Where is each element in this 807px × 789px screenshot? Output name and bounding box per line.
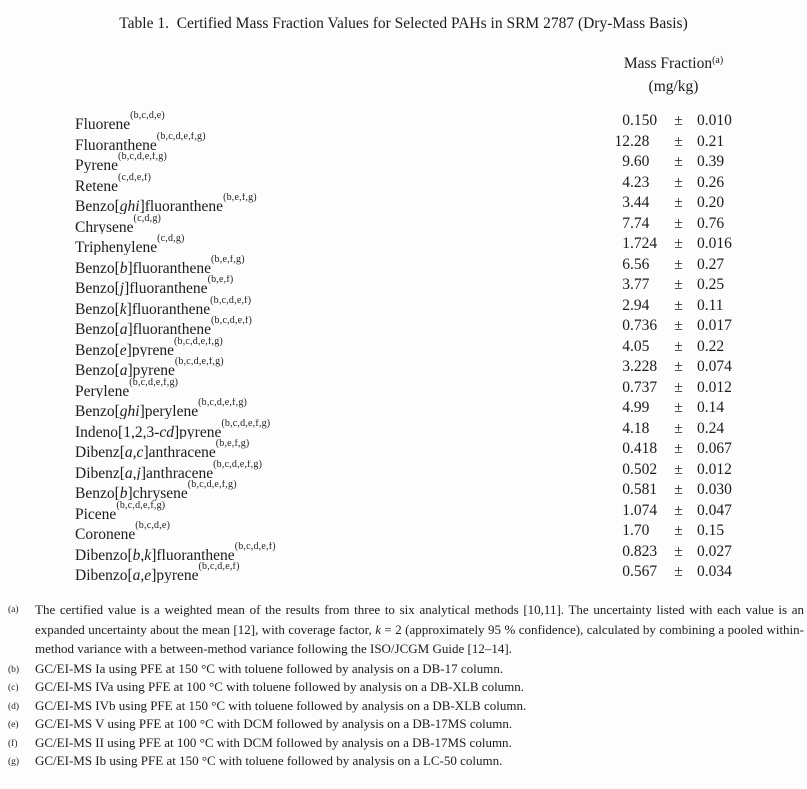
plus-minus-sign: ± xyxy=(674,542,683,560)
uncertainty-value: 0.22 xyxy=(697,337,725,355)
mass-fraction-value-integer: 7 xyxy=(622,214,630,232)
text: Perylene xyxy=(75,382,130,398)
table-row xyxy=(0,398,807,419)
footnote xyxy=(0,734,807,753)
italic-text: b xyxy=(119,485,128,501)
table-row xyxy=(0,337,807,358)
compound-name xyxy=(75,316,585,337)
uncertainty-value: 0.016 xyxy=(697,235,732,252)
uncertainty-value: 0.047 xyxy=(697,501,732,519)
plus-minus-sign: ± xyxy=(674,522,683,539)
plus-minus-sign: ± xyxy=(674,173,683,191)
compound-footnote-refs: (b,c,d,e,f) xyxy=(234,541,276,552)
text: GC/EI-MS IVb using PFE at 150 °C with toluene followed by analysis on a DB-XLB column. xyxy=(35,697,527,713)
plus-minus-sign: ± xyxy=(674,481,683,498)
mass-fraction-value-integer: 3 xyxy=(622,358,630,375)
footnote-marker: (g) xyxy=(8,757,20,767)
compound-name xyxy=(75,480,585,501)
text: Picene xyxy=(75,505,117,521)
footnote xyxy=(0,678,807,697)
mass-fraction-value-fraction: .23 xyxy=(630,173,650,191)
compound-footnote-refs: (b,c,d,e) xyxy=(130,111,165,121)
footnote xyxy=(0,697,807,716)
italic-text: a,e xyxy=(132,567,152,583)
mass-fraction-value-fraction: .737 xyxy=(630,378,658,396)
plus-minus-sign: ± xyxy=(674,296,683,314)
mass-fraction-value-integer: 0 xyxy=(622,440,630,457)
text: ]fluoranthene xyxy=(151,546,235,562)
column-header-label xyxy=(585,53,762,76)
footnote-marker: (f) xyxy=(8,738,18,749)
compound-footnote-refs: (c,d,e,f) xyxy=(118,172,152,183)
text: Dibenzo[ xyxy=(75,546,133,562)
footnote-marker: (e) xyxy=(8,720,19,730)
plus-minus-sign: ± xyxy=(674,440,683,457)
table-row xyxy=(0,214,807,235)
uncertainty-value: 0.76 xyxy=(697,214,725,232)
text: Triphenylene xyxy=(75,239,158,255)
text: Benzo[ xyxy=(75,280,120,296)
compound-name xyxy=(75,501,585,522)
text: ]pyrene xyxy=(174,423,222,439)
mass-fraction-value-fraction: .074 xyxy=(630,501,658,519)
mass-fraction-value-fraction: .05 xyxy=(630,337,650,355)
text: Fluorene xyxy=(75,116,131,132)
italic-text: b,k xyxy=(132,546,152,562)
text: ]anthracene xyxy=(140,464,214,480)
text: ]fluoranthene xyxy=(127,259,212,275)
plus-minus-sign: ± xyxy=(674,214,683,232)
text: Pyrene xyxy=(75,157,119,173)
text: Indeno[1,2,3- xyxy=(75,423,160,439)
mass-fraction-value-fraction: .44 xyxy=(630,194,650,211)
mass-fraction-value-fraction: .60 xyxy=(630,153,650,170)
mass-fraction-value-integer: 0 xyxy=(622,542,630,560)
table-row xyxy=(0,439,807,460)
mass-fraction-value-fraction: .18 xyxy=(630,419,650,437)
compound-footnote-refs: (b,c,d,e,f,g) xyxy=(116,500,166,511)
compound-name xyxy=(75,234,585,255)
mass-fraction-value-integer: 0 xyxy=(622,112,630,129)
compound-name xyxy=(75,152,585,173)
italic-text: cd xyxy=(159,423,175,439)
compound-footnote-refs: (b,e,f,g) xyxy=(211,254,245,265)
text: GC/EI-MS Ia using PFE at 150 °C with toluene followed by analysis on a DB-17 column. xyxy=(35,660,504,676)
text: Dibenz[ xyxy=(75,444,125,460)
plus-minus-sign: ± xyxy=(674,194,683,211)
text: Dibenz[ xyxy=(75,464,125,480)
mass-fraction-value-integer: 0 xyxy=(622,460,630,478)
text: Retene xyxy=(75,177,119,193)
table-row xyxy=(0,255,807,276)
text: ]pyrene xyxy=(126,341,174,357)
italic-text: a,c xyxy=(124,444,144,460)
compound-name xyxy=(75,419,585,440)
compound-name xyxy=(75,460,585,481)
plus-minus-sign: ± xyxy=(674,276,683,293)
mass-fraction-value-fraction: .70 xyxy=(630,522,650,539)
compound-name xyxy=(75,296,585,317)
uncertainty-value: 0.25 xyxy=(697,276,725,293)
compound-footnote-refs: (b,e,f,g) xyxy=(223,193,257,203)
compound-footnote-refs: (b,c,d,e,f,g) xyxy=(198,398,248,408)
text: ]perylene xyxy=(139,403,199,419)
italic-text: k xyxy=(375,621,381,637)
text: Dibenzo[ xyxy=(75,567,133,583)
text: Benzo[ xyxy=(75,321,120,337)
mass-fraction-value-integer: 0 xyxy=(622,317,630,334)
compound-name xyxy=(75,542,585,563)
compound-name xyxy=(75,275,585,296)
table-row xyxy=(0,173,807,194)
italic-text: e xyxy=(119,341,127,357)
compound-footnote-refs: (b,c,d,e,f,g) xyxy=(187,480,237,490)
plus-minus-sign: ± xyxy=(674,235,683,252)
italic-text: a xyxy=(119,362,128,378)
text: GC/EI-MS IVa using PFE at 100 °C with toluene followed by analysis on a DB-XLB column. xyxy=(35,679,525,694)
footnote xyxy=(0,752,807,771)
italic-text: a xyxy=(119,321,128,337)
uncertainty-value: 0.39 xyxy=(697,153,725,170)
header-footnote-ref: (a) xyxy=(712,55,724,66)
mass-fraction-value-fraction: .99 xyxy=(630,399,650,416)
text: ]chrysene xyxy=(127,485,188,501)
italic-text: ghi xyxy=(119,403,140,419)
uncertainty-value: 0.20 xyxy=(697,194,725,211)
compound-name xyxy=(75,214,585,235)
mass-fraction-value-fraction: .94 xyxy=(630,296,650,314)
footnote-marker: (b) xyxy=(8,664,20,675)
mass-fraction-value-fraction: .28 xyxy=(630,132,650,150)
compound-name xyxy=(75,193,585,214)
plus-minus-sign: ± xyxy=(674,132,683,150)
uncertainty-value: 0.012 xyxy=(697,460,732,478)
plus-minus-sign: ± xyxy=(674,419,683,437)
compound-footnote-refs: (b,c,d,e,f) xyxy=(198,562,240,572)
text: Chrysene xyxy=(75,218,134,234)
uncertainty-value: 0.14 xyxy=(697,399,725,416)
table-row xyxy=(0,357,807,378)
text: ]pyrene xyxy=(151,567,199,583)
text: Benzo[ xyxy=(75,259,120,275)
text: Fluoranthene xyxy=(75,136,157,152)
mass-fraction-value-integer: 0 xyxy=(622,481,630,498)
mass-fraction-value-integer: 0 xyxy=(622,563,630,580)
mass-fraction-value-fraction: .567 xyxy=(630,563,658,580)
mass-fraction-value-fraction: .56 xyxy=(630,255,650,273)
table-title: Table 1. Certified Mass Fraction Values for Selected PAHs in SRM 2787 (Dry-Mass Basis) xyxy=(119,15,688,32)
mass-fraction-value-integer: 6 xyxy=(622,255,630,273)
compound-name xyxy=(75,398,585,419)
footnote xyxy=(0,600,807,659)
compound-footnote-refs: (b,c,d,e,f,g) xyxy=(221,418,271,429)
plus-minus-sign: ± xyxy=(674,337,683,355)
compound-footnote-refs: (b,c,d,e,f,g) xyxy=(174,357,224,367)
uncertainty-value: 0.24 xyxy=(697,419,725,437)
plus-minus-sign: ± xyxy=(674,255,683,273)
text: Benzo[ xyxy=(75,341,120,357)
mass-fraction-value-fraction: .724 xyxy=(630,235,658,252)
mass-fraction-value-fraction: .74 xyxy=(630,214,650,232)
table-row xyxy=(0,501,807,522)
plus-minus-sign: ± xyxy=(674,358,683,375)
mass-fraction-value-integer: 12 xyxy=(614,132,630,150)
compound-name xyxy=(75,521,585,542)
text: ]anthracene xyxy=(143,444,216,460)
mass-fraction-value-fraction: .581 xyxy=(630,481,658,498)
compound-footnote-refs: (b,c,d,e,f,g) xyxy=(156,131,206,142)
mass-fraction-value-integer: 4 xyxy=(622,173,630,191)
italic-text: a,j xyxy=(124,464,141,480)
italic-text: j xyxy=(119,280,125,296)
mass-fraction-value-integer: 2 xyxy=(622,296,630,314)
italic-text: b xyxy=(119,259,128,275)
compound-footnote-refs: (b,c,d,e,f,g) xyxy=(118,152,168,162)
compound-footnote-refs: (b,c,d,e,f,g) xyxy=(213,459,263,470)
mass-fraction-value-fraction: .77 xyxy=(630,276,650,293)
table-row xyxy=(0,419,807,440)
uncertainty-value: 0.010 xyxy=(697,112,732,129)
plus-minus-sign: ± xyxy=(674,501,683,519)
column-header xyxy=(585,53,762,97)
uncertainty-value: 0.074 xyxy=(697,358,732,375)
text: The certified value is a weighted mean of the results from three to six analytical methods [10,11]. The uncertainty listed with each value is an expanded uncertainty about the mean [12], with coverage factor, xyxy=(35,602,804,637)
footnote-marker: (d) xyxy=(8,701,20,712)
mass-fraction-value-fraction: .736 xyxy=(630,317,658,334)
plus-minus-sign: ± xyxy=(674,460,683,478)
text: Coronene xyxy=(75,526,136,542)
text: ]fluoranthene xyxy=(127,321,212,337)
italic-text: k xyxy=(119,300,127,316)
compound-name xyxy=(75,337,585,358)
mass-fraction-value-fraction: .823 xyxy=(630,542,658,560)
footnote xyxy=(0,715,807,734)
column-header-unit: (mg/kg) xyxy=(648,78,699,95)
compound-footnote-refs: (b,c,d,e,f,g) xyxy=(174,336,223,347)
uncertainty-value: 0.27 xyxy=(697,255,725,273)
uncertainty-value: 0.11 xyxy=(697,296,724,314)
uncertainty-value: 0.15 xyxy=(697,522,725,539)
text: GC/EI-MS V using PFE at 100 °C with DCM followed by analysis on a DB-17MS column. xyxy=(35,716,513,731)
table-row xyxy=(0,480,807,501)
text: ]fluoranthene xyxy=(139,198,224,214)
compound-name xyxy=(75,357,585,378)
compound-name xyxy=(75,132,585,153)
table-row xyxy=(0,193,807,214)
table-row xyxy=(0,378,807,399)
compound-name xyxy=(75,378,585,399)
mass-fraction-value-integer: 3 xyxy=(622,276,630,293)
mass-fraction-value-fraction: .150 xyxy=(630,112,658,129)
uncertainty-value: 0.26 xyxy=(697,173,725,191)
italic-text: ghi xyxy=(119,198,140,214)
compound-footnote-refs: (c,d,g) xyxy=(133,213,162,224)
footnote-marker: (a) xyxy=(8,605,19,615)
table-row xyxy=(0,521,807,542)
uncertainty-value: 0.034 xyxy=(697,563,732,580)
table-row xyxy=(0,460,807,481)
compound-footnote-refs: (b,c,d,e,f) xyxy=(210,295,252,306)
uncertainty-value: 0.012 xyxy=(697,378,732,396)
plus-minus-sign: ± xyxy=(674,317,683,334)
uncertainty-value: 0.017 xyxy=(697,317,732,334)
plus-minus-sign: ± xyxy=(674,153,683,170)
mass-fraction-value-integer: 9 xyxy=(622,153,630,170)
compound-name xyxy=(75,562,585,583)
compound-name xyxy=(75,255,585,276)
uncertainty-value: 0.21 xyxy=(697,132,725,150)
text: GC/EI-MS II using PFE at 100 °C with DCM followed by analysis on a DB-17MS column. xyxy=(35,734,512,750)
compound-name xyxy=(75,439,585,460)
mass-fraction-value-integer: 4 xyxy=(622,419,630,437)
text: Benzo[ xyxy=(75,198,120,214)
compound-footnote-refs: (c,d,g) xyxy=(157,234,185,244)
compound-name xyxy=(75,173,585,194)
footnote-marker: (c) xyxy=(8,683,19,693)
uncertainty-value: 0.027 xyxy=(697,542,732,560)
table-row xyxy=(0,111,807,132)
text: Benzo[ xyxy=(75,403,120,419)
uncertainty-value: 0.030 xyxy=(697,481,732,498)
compound-name xyxy=(75,111,585,132)
plus-minus-sign: ± xyxy=(674,112,683,129)
text: ]fluoranthene xyxy=(124,280,208,296)
mass-fraction-value-integer: 1 xyxy=(622,522,630,539)
mass-fraction-value-integer: 4 xyxy=(622,399,630,416)
mass-fraction-value-fraction: .418 xyxy=(630,440,658,457)
text: Benzo[ xyxy=(75,362,120,378)
footnote xyxy=(0,660,807,679)
table-row xyxy=(0,542,807,563)
plus-minus-sign: ± xyxy=(674,563,683,580)
table-row xyxy=(0,296,807,317)
text: Benzo[ xyxy=(75,300,120,316)
table-row xyxy=(0,234,807,255)
table-row xyxy=(0,152,807,173)
text: = 2 (approximately 95 % confidence), calculated by combining a pooled within-method variance with a between-method variance following the ISO/JCGM Guide [12–14]. xyxy=(35,621,804,656)
mass-fraction-value-integer: 4 xyxy=(622,337,630,355)
text: GC/EI-MS Ib using PFE at 150 °C with toluene followed by analysis on a LC-50 column. xyxy=(35,753,503,768)
table-row xyxy=(0,275,807,296)
mass-fraction-value-integer: 3 xyxy=(622,194,630,211)
plus-minus-sign: ± xyxy=(674,378,683,396)
compound-footnote-refs: (b,e,f,g) xyxy=(215,439,250,449)
table-row xyxy=(0,132,807,153)
compound-footnote-refs: (b,e,f) xyxy=(207,275,234,285)
compound-footnote-refs: (b,c,d,e,f) xyxy=(211,316,253,326)
mass-fraction-value-fraction: .228 xyxy=(630,358,658,375)
text: Benzo[ xyxy=(75,485,120,501)
table-row xyxy=(0,316,807,337)
table-row xyxy=(0,562,807,583)
mass-fraction-label: Mass Fraction xyxy=(623,55,713,72)
plus-minus-sign: ± xyxy=(674,399,683,416)
text: ]fluoranthene xyxy=(126,300,211,316)
table-rows xyxy=(0,111,807,583)
mass-fraction-value-integer: 0 xyxy=(622,378,630,396)
mass-fraction-value-fraction: .502 xyxy=(630,460,658,478)
uncertainty-value: 0.067 xyxy=(697,440,732,457)
footnotes xyxy=(0,600,807,771)
mass-fraction-value-integer: 1 xyxy=(622,501,630,519)
compound-footnote-refs: (b,c,d,e,f,g) xyxy=(129,377,179,388)
text: ]pyrene xyxy=(127,362,175,378)
compound-footnote-refs: (b,c,d,e) xyxy=(135,521,171,531)
mass-fraction-value-integer: 1 xyxy=(622,235,630,252)
